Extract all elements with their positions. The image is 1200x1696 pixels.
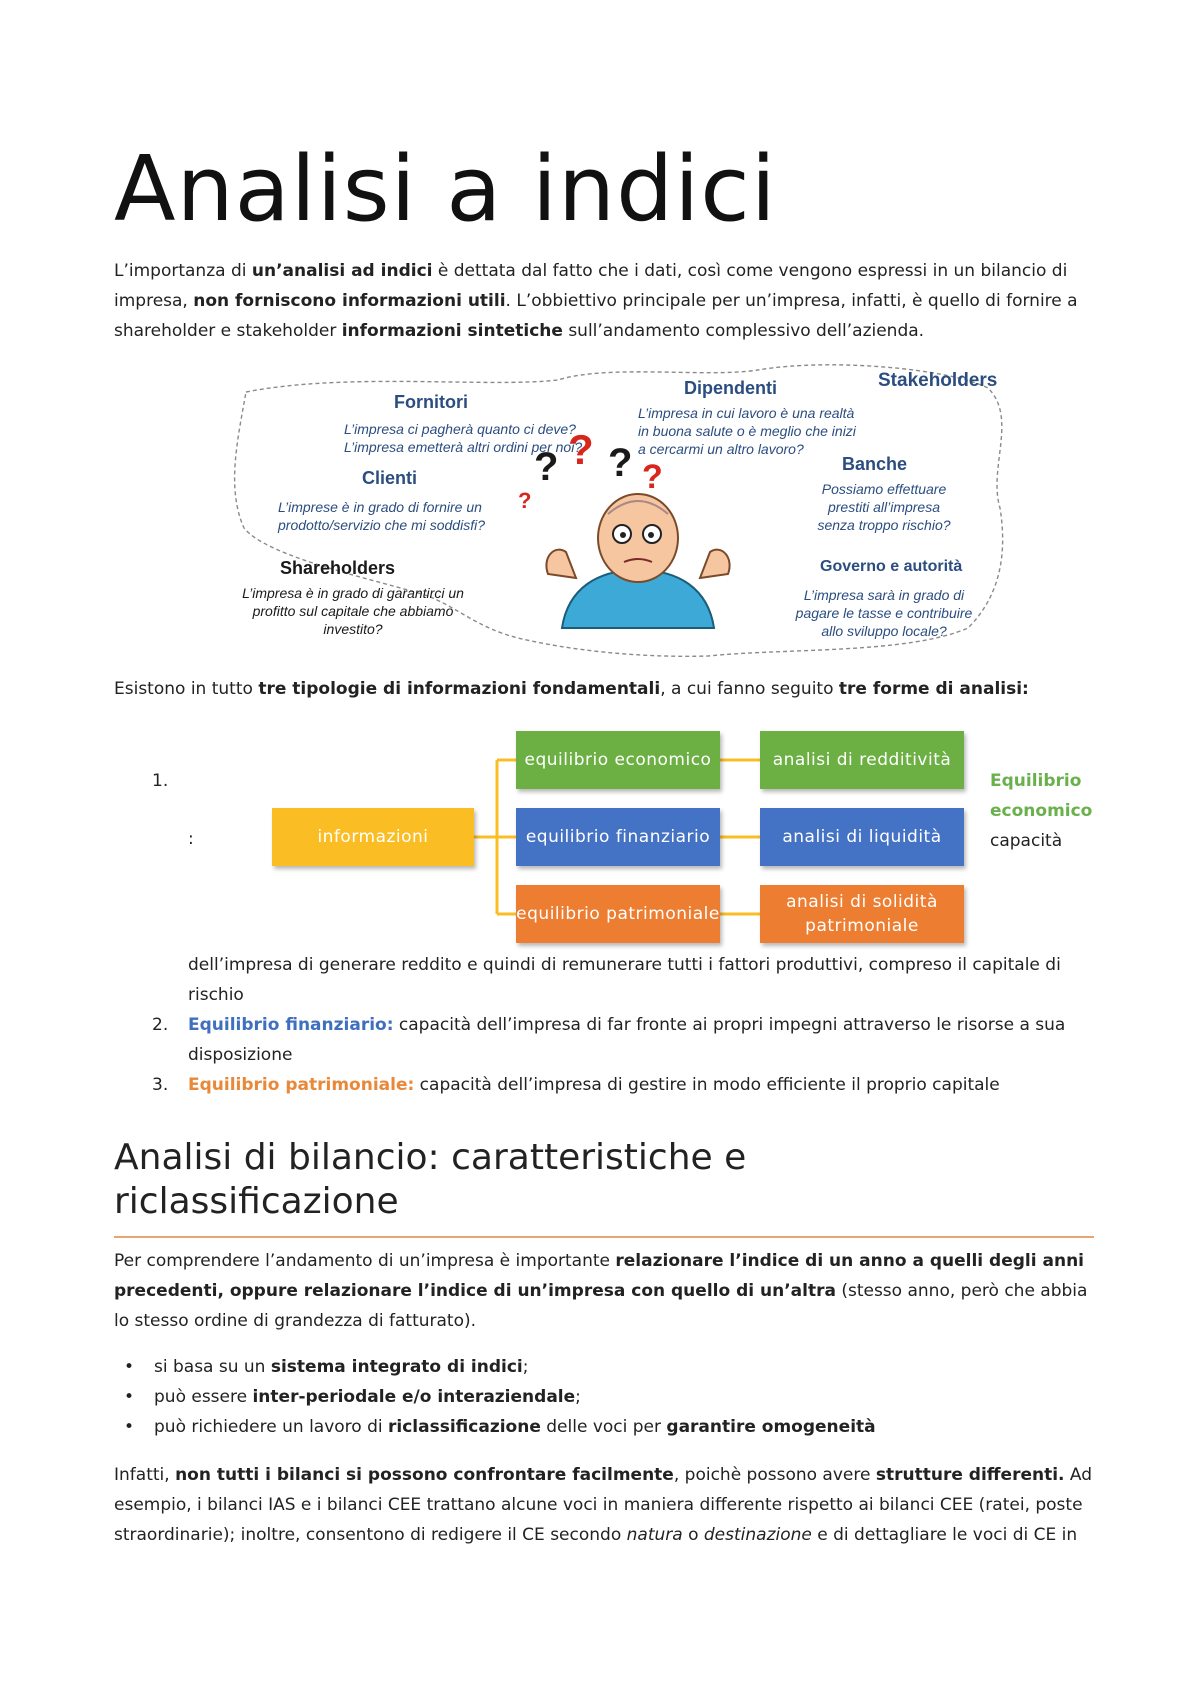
paragraph-text: o xyxy=(682,1525,704,1545)
question-mark-icon: ? xyxy=(534,445,559,489)
equilibrio-finanziario-box: equilibrio finanziario xyxy=(516,808,720,866)
shareholders-text: investito? xyxy=(323,621,383,637)
shareholders-heading: Shareholders xyxy=(280,558,396,578)
question-mark-icon: ? xyxy=(518,488,532,513)
fornitori-text: L’impresa emetterà altri ordini per noi? xyxy=(344,439,583,455)
bullet-text: può richiedere un lavoro di xyxy=(154,1417,389,1437)
section2-text: (stesso anno, però che abbia lo stesso ordine di grandezza di fatturato). xyxy=(114,1281,1088,1331)
section2-paragraph xyxy=(114,1246,1094,1336)
confused-person-icon xyxy=(546,494,729,628)
list-number: 3. xyxy=(152,1075,169,1095)
governo-text: pagare le tasse e contribuire xyxy=(795,605,973,621)
item1-continuation: dell’impresa di generare reddito e quindi di remunerare tutti i fattori produttivi, compreso il capitale di rischio xyxy=(188,955,1061,1005)
intro-text: sull’andamento complessivo dell’azienda. xyxy=(562,321,925,341)
tipologie-text: Esistono in tutto xyxy=(114,679,259,699)
infatti-paragraph xyxy=(114,1460,1094,1550)
paragraph-italic: natura xyxy=(626,1525,683,1545)
list-item-2 xyxy=(188,1010,1088,1070)
intro-bold: un’analisi ad indici xyxy=(251,261,433,281)
question-mark-icon: ? xyxy=(568,426,594,473)
governo-heading: Governo e autorità xyxy=(820,558,963,575)
list-item xyxy=(114,1412,1094,1442)
tipologie-bold: tre forme di analisi: xyxy=(838,679,1029,699)
informazioni-box: informazioni xyxy=(272,808,474,866)
section2-bold: relazionare l’indice di un anno a quelli degli anni precedenti, oppure relazionare l’indice di un’impresa con quello di un’altra xyxy=(114,1251,1084,1301)
dipendenti-heading: Dipendenti xyxy=(684,378,777,398)
paragraph-text: e di dettagliare le voci di CE in xyxy=(811,1525,1078,1545)
bullet-text: si basa su un xyxy=(154,1357,271,1377)
equilibrio-patrimoniale-box: equilibrio patrimoniale xyxy=(516,885,720,943)
equilibrio-patrimoniale-label: Equilibrio patrimoniale: xyxy=(188,1075,415,1095)
equilibrio-economico-label: Equilibrio economico xyxy=(990,771,1093,821)
section-divider xyxy=(114,1236,1094,1238)
bullet-bold: garantire omogeneità xyxy=(666,1417,876,1437)
tipologie-paragraph xyxy=(114,674,1094,704)
question-mark-icon: ? xyxy=(608,441,633,485)
list-item xyxy=(114,1352,1094,1382)
banche-text: prestiti all’impresa xyxy=(827,499,941,515)
shareholders-text: L’impresa è in grado di garantirci un xyxy=(242,585,464,601)
clienti-heading: Clienti xyxy=(362,468,418,488)
list-item xyxy=(114,1382,1094,1412)
analisi-liquidita-box: analisi di liquidità xyxy=(760,808,964,866)
analisi-solidita-box: analisi di solidità patrimoniale xyxy=(760,885,964,943)
paragraph-bold: strutture differenti. xyxy=(875,1465,1065,1485)
stakeholder-illustration xyxy=(228,358,1008,658)
page-title: Analisi a indici xyxy=(114,137,777,242)
equilibrio-finanziario-label: Equilibrio finanziario: xyxy=(188,1015,394,1035)
governo-text: L’impresa sarà in grado di xyxy=(803,587,965,603)
paragraph-text: Ad esempio, i bilanci IAS e i bilanci CEE trattano alcune voci in maniera differente rispetto ai bilanci CEE (ratei, poste straordinarie); inoltre, consentono di redigere il CE secondo xyxy=(114,1465,1093,1545)
shareholders-text: profitto sul capitale che abbiamo xyxy=(252,603,454,619)
equilibrio-economico-box: equilibrio economico xyxy=(516,731,720,789)
intro-paragraph xyxy=(114,256,1094,346)
stakeholders-heading: Stakeholders xyxy=(878,370,998,391)
bullet-bold: riclassificazione xyxy=(388,1417,541,1437)
banche-heading: Banche xyxy=(842,454,908,474)
list-item-3 xyxy=(188,1070,1088,1100)
intro-text: . L’obbiettivo principale per un’impresa, infatti, è quello di fornire a shareholder e stakeholder xyxy=(114,291,1078,341)
bullet-bold: sistema integrato di indici xyxy=(270,1357,523,1377)
governo-text: allo sviluppo locale? xyxy=(821,623,947,639)
intro-text: L’importanza di xyxy=(114,261,252,281)
dipendenti-text: L’impresa in cui lavoro è una realtà xyxy=(638,405,855,421)
item1-word: capacità xyxy=(990,831,1063,851)
intro-text: è dettata dal fatto che i dati, così come vengono espressi in un bilancio di impresa, xyxy=(114,261,1068,311)
intro-bold: non forniscono informazioni utili xyxy=(193,291,506,311)
bullet-bold: inter-periodale e/o interaziendale xyxy=(252,1387,576,1407)
list-number: 1. xyxy=(152,771,169,791)
dipendenti-text: a cercarmi un altro lavoro? xyxy=(638,441,804,457)
section2-text: Per comprendere l’andamento di un’impresa è importante xyxy=(114,1251,616,1271)
bullet-text: ; xyxy=(522,1357,529,1377)
paragraph-italic: destinazione xyxy=(703,1525,812,1545)
paragraph-bold: non tutti i bilanci si possono confrontare facilmente xyxy=(175,1465,674,1485)
bullet-text: ; xyxy=(575,1387,581,1407)
paragraph-text: Infatti, xyxy=(114,1465,176,1485)
fornitori-text: L’impresa ci pagherà quanto ci deve? xyxy=(344,421,576,437)
clienti-text: L’imprese è in grado di fornire un xyxy=(278,499,482,515)
list-colon: : xyxy=(188,829,194,849)
banche-text: Possiamo effettuare xyxy=(821,481,947,497)
tipologie-text: , a cui fanno seguito xyxy=(660,679,839,699)
fornitori-heading: Fornitori xyxy=(394,392,468,412)
banche-text: senza troppo rischio? xyxy=(817,517,951,533)
list-item-text: capacità dell’impresa di far fronte ai propri impegni attraverso le risorse a sua disposizione xyxy=(188,1015,1066,1065)
list-number: 2. xyxy=(152,1015,169,1035)
dipendenti-text: in buona salute o è meglio che inizi xyxy=(638,423,856,439)
analisi-redditivita-box: analisi di redditività xyxy=(760,731,964,789)
question-mark-icon: ? xyxy=(642,458,663,496)
intro-bold: informazioni sintetiche xyxy=(341,321,563,341)
paragraph-text: , poichè possono avere xyxy=(673,1465,876,1485)
bullet-text: può essere xyxy=(154,1387,253,1407)
bullet-text: delle voci per xyxy=(540,1417,667,1437)
tipologie-bold: tre tipologie di informazioni fondamentali xyxy=(258,679,661,699)
feature-list xyxy=(114,1352,1094,1442)
section-heading: Analisi di bilancio: caratteristiche e riclassificazione xyxy=(114,1137,747,1222)
clienti-text: prodotto/servizio che mi soddisfi? xyxy=(278,517,485,533)
list-item-text: capacità dell’impresa di gestire in modo efficiente il proprio capitale xyxy=(414,1075,1000,1095)
